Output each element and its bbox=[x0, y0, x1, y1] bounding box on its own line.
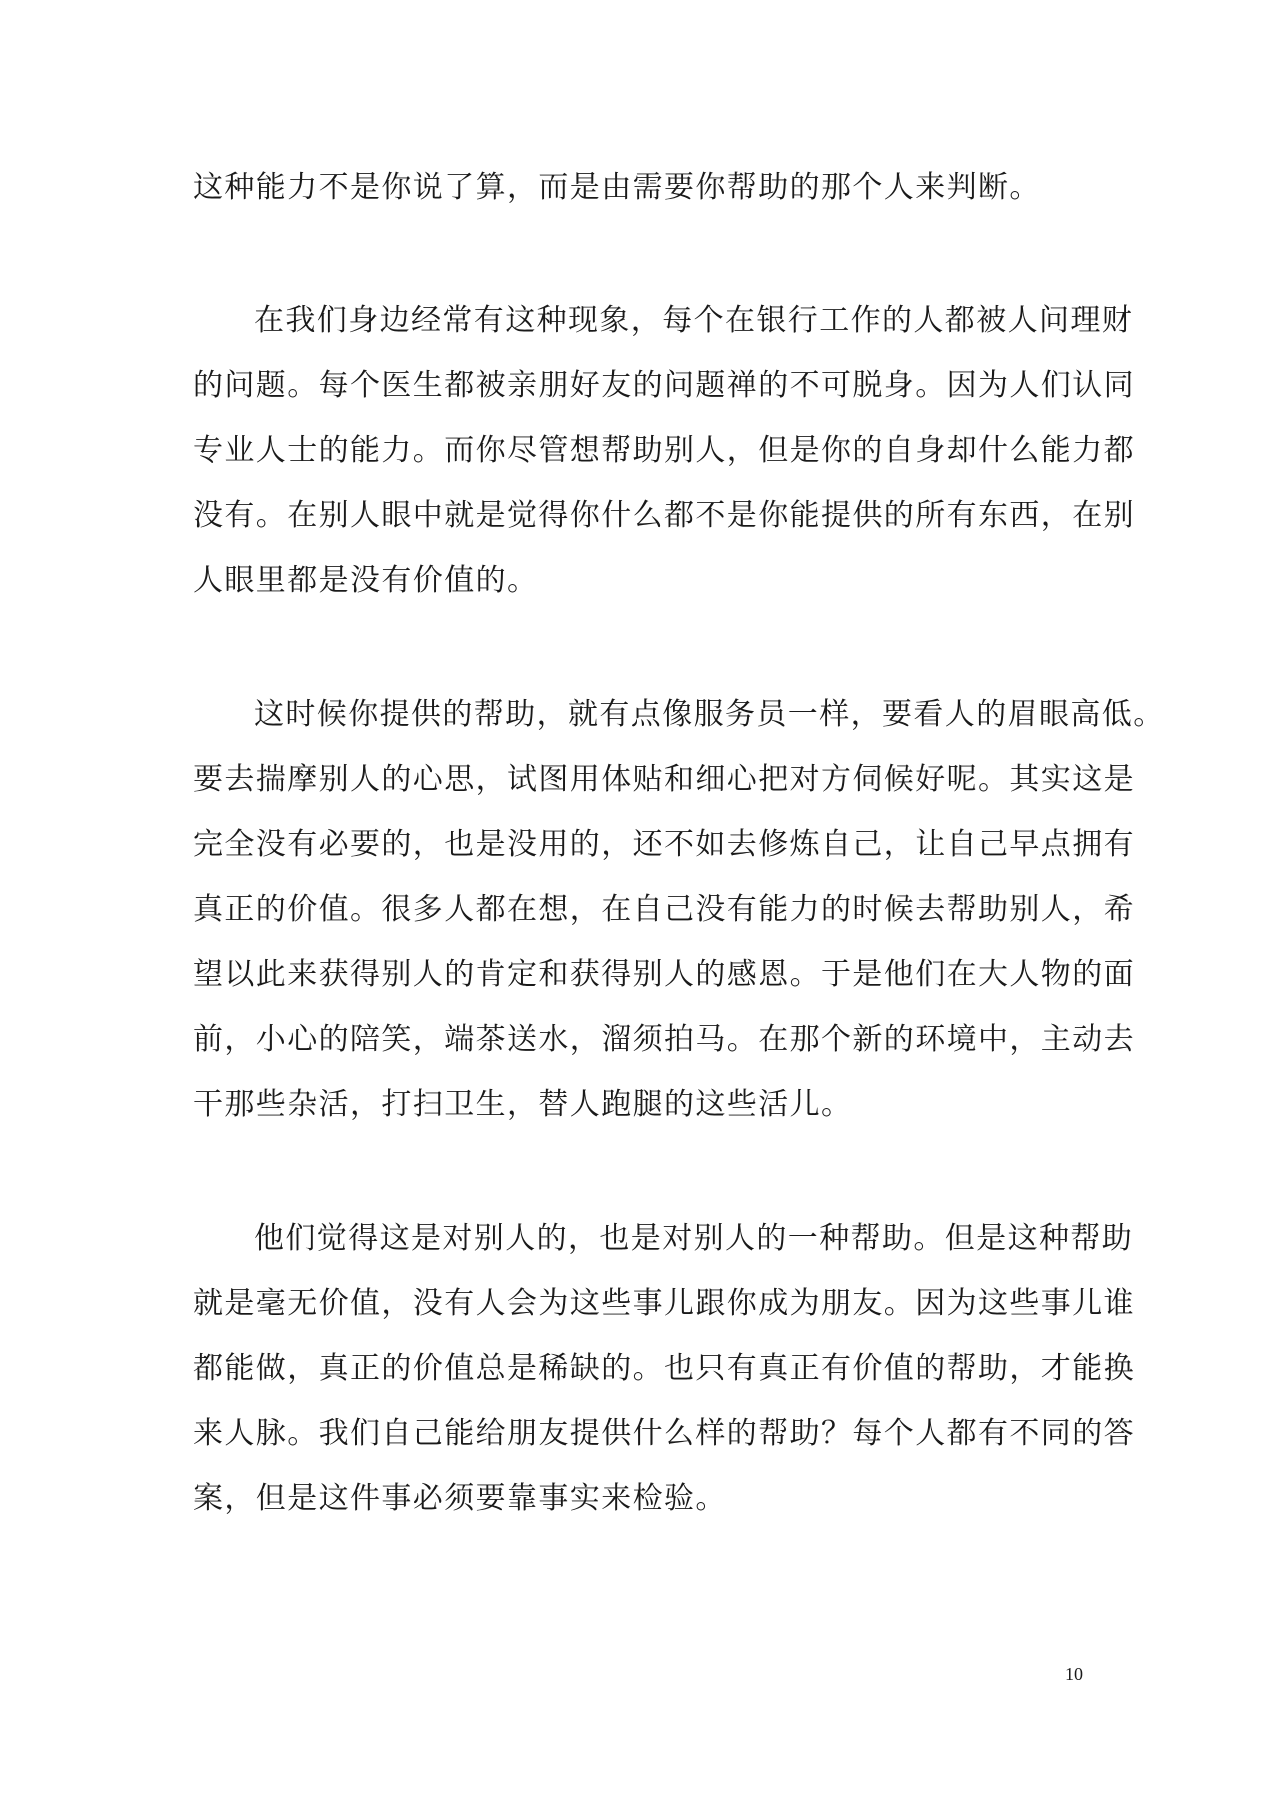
text-line: 要去揣摩别人的心思，试图用体贴和细心把对方伺候好呢。其实这是 bbox=[193, 762, 1135, 797]
page-number: 10 bbox=[1065, 1664, 1083, 1684]
text-line: 干那些杂活，打扫卫生，替人跑腿的这些活儿。 bbox=[193, 1087, 853, 1122]
text-line: 完全没有必要的，也是没用的，还不如去修炼自己，让自己早点拥有 bbox=[193, 827, 1135, 862]
text-line: 人眼里都是没有价值的。 bbox=[193, 563, 539, 598]
text-line: 前，小心的陪笑，端茶送水，溜须拍马。在那个新的环境中，主动去 bbox=[193, 1022, 1135, 1057]
text-line: 这种能力不是你说了算，而是由需要你帮助的那个人来判断。 bbox=[193, 170, 1041, 205]
text-line: 他们觉得这是对别人的，也是对别人的一种帮助。但是这种帮助 bbox=[254, 1221, 1134, 1256]
text-line: 的问题。每个医生都被亲朋好友的问题禅的不可脱身。因为人们认同 bbox=[193, 368, 1135, 403]
text-line: 这时候你提供的帮助，就有点像服务员一样，要看人的眉眼高低。 bbox=[254, 697, 1165, 732]
text-line: 望以此来获得别人的肯定和获得别人的感恩。于是他们在大人物的面 bbox=[193, 957, 1135, 992]
text-line: 在我们身边经常有这种现象，每个在银行工作的人都被人问理财 bbox=[254, 303, 1134, 338]
text-line: 就是毫无价值，没有人会为这些事儿跟你成为朋友。因为这些事儿谁 bbox=[193, 1286, 1135, 1321]
text-line: 案，但是这件事必须要靠事实来检验。 bbox=[193, 1481, 727, 1516]
text-line: 真正的价值。很多人都在想，在自己没有能力的时候去帮助别人，希 bbox=[193, 892, 1135, 927]
text-line: 专业人士的能力。而你尽管想帮助别人，但是你的自身却什么能力都 bbox=[193, 433, 1135, 468]
text-line: 都能做，真正的价值总是稀缺的。也只有真正有价值的帮助，才能换 bbox=[193, 1351, 1135, 1386]
text-line: 来人脉。我们自己能给朋友提供什么样的帮助？每个人都有不同的答 bbox=[193, 1416, 1135, 1451]
text-line: 没有。在别人眼中就是觉得你什么都不是你能提供的所有东西，在别 bbox=[193, 498, 1135, 533]
